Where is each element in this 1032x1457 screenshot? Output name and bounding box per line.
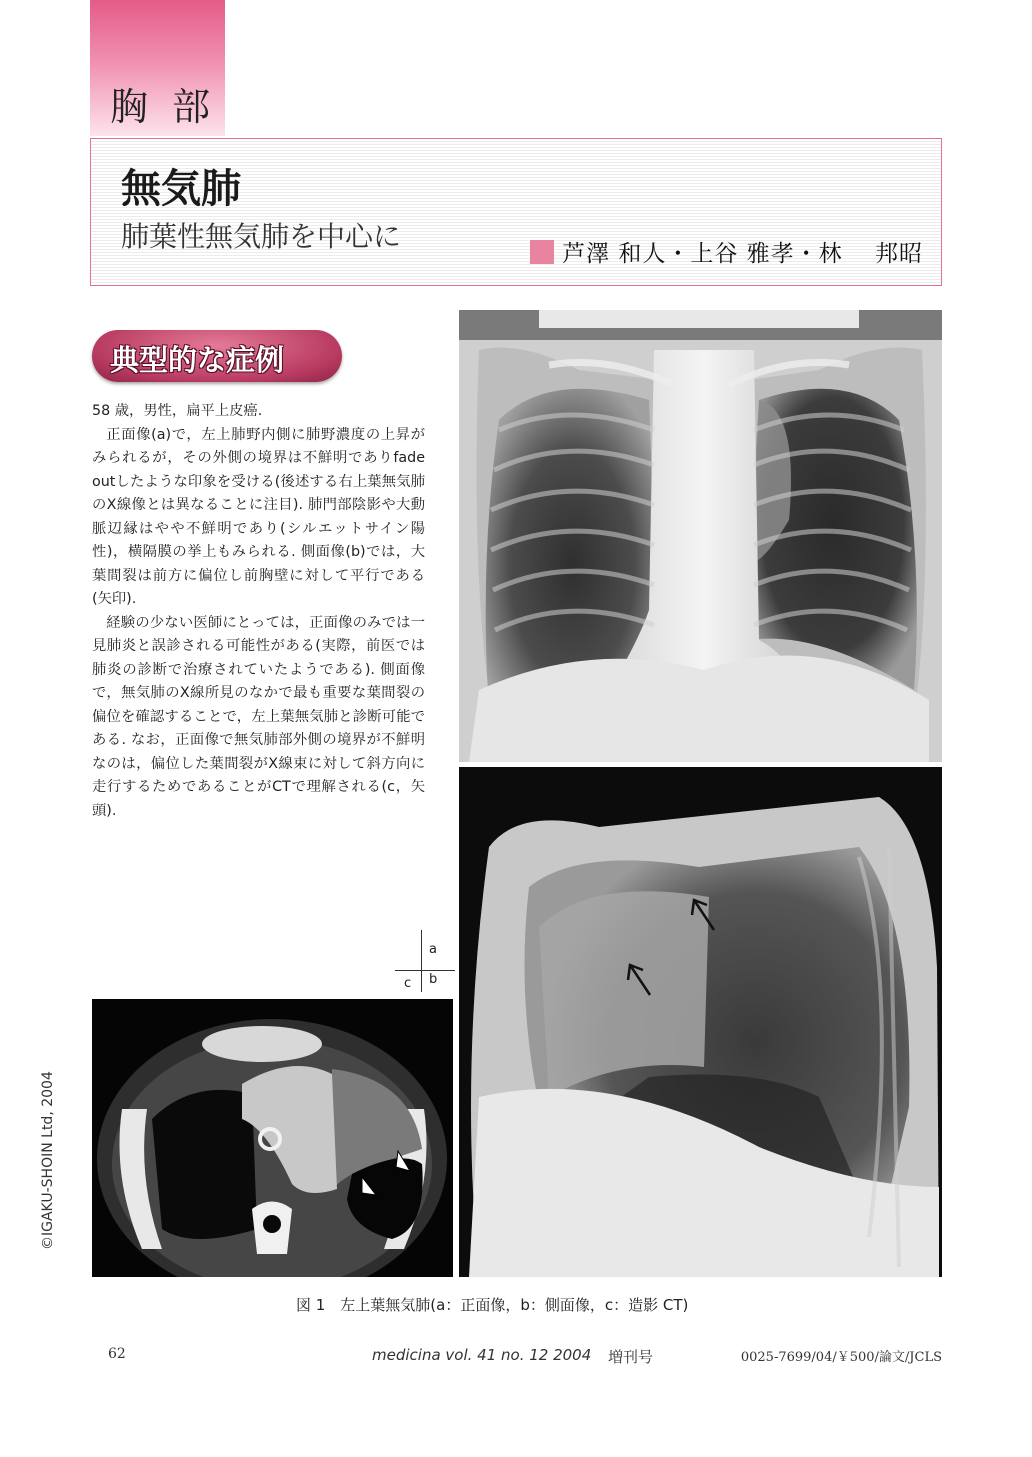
authors-block	[530, 235, 923, 268]
panel-layout-key	[395, 930, 455, 992]
panel-key-divider	[395, 970, 455, 971]
section-label: 胸 部	[110, 85, 217, 129]
copyright-notice: ©IGAKU-SHOIN Ltd, 2004	[40, 1071, 56, 1250]
title-box	[90, 138, 942, 286]
issue-label: 増刊号	[608, 1348, 654, 1366]
article-subtitle: 肺葉性無気肺を中心に	[121, 220, 402, 253]
case-paragraph: 経験の少ない医師にとっては，正面像のみでは一見肺炎と誤診される可能性がある(実際，前医では肺炎の診断で治療されていたようである). 側面像で，無気肺のX線所見のなかで最も重要な葉間裂の偏位を確認することで，左上葉無気肺と診断可能である. なお，正面像で無気肺部外側の境界が不鮮明なのは，偏位した葉間裂がX線束に対して斜方向に走行するためであることがCTで理解される(c，矢頭).	[92, 614, 425, 819]
panel-key-divider	[421, 930, 422, 992]
case-heading-badge	[92, 330, 342, 382]
panel-label-c: c	[404, 976, 412, 991]
section-tab	[90, 0, 225, 136]
article-code: 0025-7699/04/￥500/論文/JCLS	[740, 1350, 942, 1365]
page-number: 62	[108, 1346, 126, 1362]
journal-info: medicina vol. 41 no. 12 2004	[372, 1346, 592, 1364]
panel-label-a: a	[429, 942, 437, 957]
frontal-xray-image	[459, 310, 942, 762]
authors: 芦澤 和人・上谷 雅孝・林 邦昭	[562, 241, 923, 267]
figure-caption: 図 1 左上葉無気肺(a：正面像，b：側面像，c：造影 CT)	[296, 1296, 689, 1314]
lateral-xray-image	[459, 767, 942, 1277]
contrast-ct-image	[92, 999, 453, 1277]
case-paragraph: 58 歳，男性，扁平上皮癌.	[92, 403, 263, 419]
article-title: 無気肺	[121, 166, 241, 212]
panel-label-b: b	[429, 972, 438, 987]
case-paragraph: 正面像(a)で，左上肺野内側に肺野濃度の上昇がみられるが，その外側の境界は不鮮明でありfade outしたような印象を受ける(後述する右上葉無気肺のX線像とは異なることに注目). 肺門部陰影や大動脈辺縁はやや不鮮明であり(シルエットサイン陽性)，横隔膜の挙上もみられる. 側面像(b)では，大葉間裂は前方に偏位し前胸壁に対して平行である(矢印).	[92, 426, 425, 607]
case-heading: 典型的な症例	[110, 343, 285, 377]
case-body	[92, 400, 425, 823]
authors-marker-icon	[530, 240, 554, 264]
